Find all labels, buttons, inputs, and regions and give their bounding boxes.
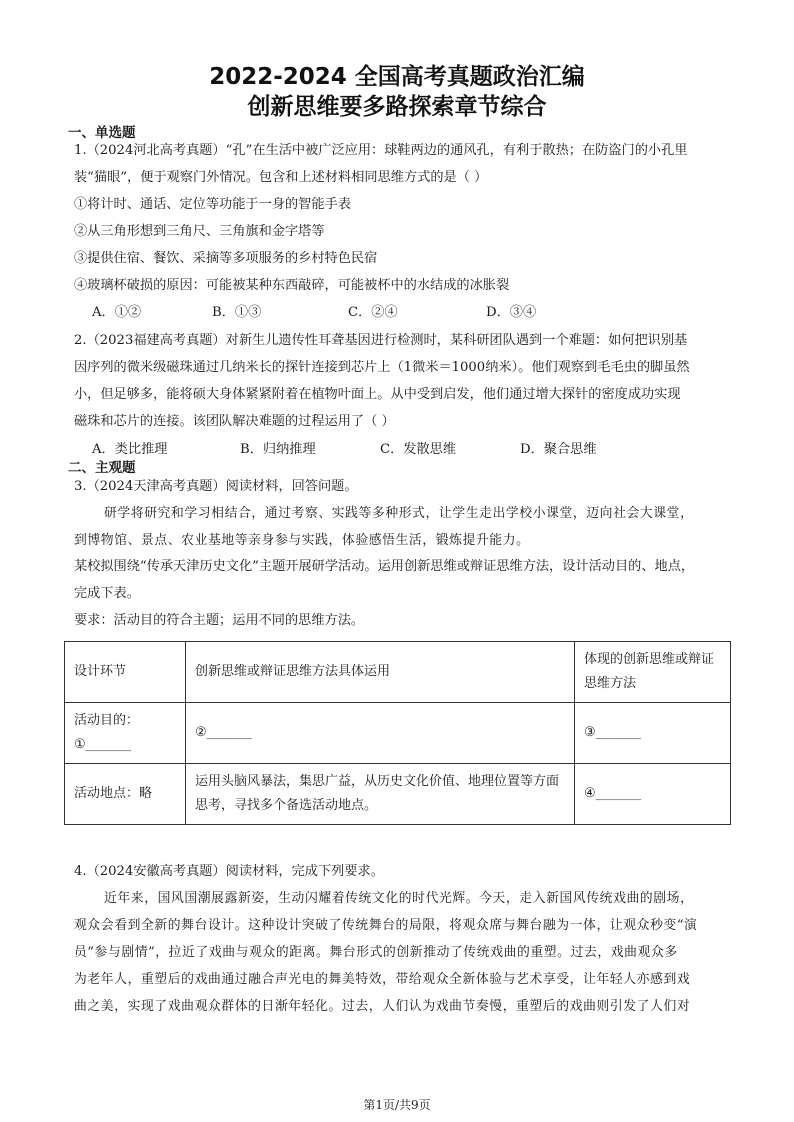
q2-stem-line: 磁珠和芯片的连接。该团队解决难题的过程运用了（ ） — [74, 414, 395, 429]
answer-blank-4[interactable]: ④_______ — [575, 764, 731, 825]
q3-task-line1: 某校拟围绕“传承天津历史文化”主题开展研学活动。运用创新思维或辩证思维方法，设计活动目的、地点， — [74, 559, 695, 574]
doc-title-line2: 创新思维要多路探索章节综合 — [247, 94, 547, 120]
section-heading-subjective: 二、主观题 — [68, 460, 136, 476]
page-number-footer: 第1页/共9页 — [363, 1098, 431, 1112]
answer-blank-2[interactable]: ②_______ — [186, 703, 575, 764]
q1-item: ①将计时、通话、定位等功能于一身的智能手表 — [74, 197, 351, 212]
q1-item: ②从三角形想到三角尺、三角旗和金字塔等 — [74, 224, 325, 239]
q4-material-line: 曲之美，实现了戏曲观众群体的日渐年轻化。过去，人们认为戏曲节奏慢，重塑后的戏曲则引发了人们对 — [74, 999, 691, 1014]
q3-task-line2: 完成下表。 — [74, 586, 140, 601]
q4-stem: 4.（2024安徽高考真题）阅读材料，完成下列要求。 — [74, 864, 384, 879]
table-row — [65, 703, 731, 764]
table-cell-purpose — [65, 703, 186, 764]
table-cell-method: 运用头脑风暴法，集思广益，从历史文化价值、地理位置等方面思考，寻找多个备选活动地点。 — [186, 764, 575, 825]
q2-stem-line: 因序列的微米级磁珠通过几纳米长的探针连接到芯片上（1微米＝1000纳米）。他们观察到毛毛虫的脚虽然 — [74, 360, 690, 375]
q3-design-table — [64, 641, 731, 825]
table-cell-label: 活动目的： — [74, 713, 140, 728]
q1-option-b[interactable]: B．①③ — [212, 305, 262, 320]
q2-option-c[interactable]: C．发散思维 — [380, 442, 457, 457]
q3-material-line2: 到博物馆、景点、农业基地等亲身参与实践，体验感悟生活，锻炼提升能力。 — [74, 533, 530, 548]
table-row — [65, 764, 731, 825]
table-cell-location: 活动地点：略 — [65, 764, 186, 825]
q4-material-line: 为老年人，重塑后的戏曲通过融合声光电的舞美特效，带给观众全新体验与艺术享受，让年轻人亦感到戏 — [74, 972, 691, 987]
table-header-cell: 创新思维或辩证思维方法具体运用 — [186, 642, 575, 703]
answer-blank-1[interactable]: ①_______ — [74, 737, 132, 752]
q2-option-d[interactable]: D．聚合思维 — [520, 442, 597, 457]
q3-material-line1: 研学将研究和学习相结合，通过考察、实践等多种形式，让学生走出学校小课堂，迈向社会大课堂， — [104, 506, 694, 521]
q4-material-line: 员”参与剧情”，拉近了戏曲与观众的距离。舞台形式的创新推动了传统戏曲的重塑。过去，戏曲观众多 — [74, 945, 678, 960]
q1-option-d[interactable]: D．③④ — [486, 305, 537, 320]
q3-requirement: 要求：活动目的符合主题；运用不同的思维方法。 — [74, 613, 365, 628]
q1-stem-line2: 装“猫眼”，便于观察门外情况。包含和上述材料相同思维方式的是（ ） — [74, 170, 488, 185]
q4-material-line: 观众会看到全新的舞台设计。这种设计突破了传统舞台的局限，将观众席与舞台融为一体，让观众秒变“演 — [74, 918, 698, 933]
q1-item: ③提供住宿、餐饮、采摘等多项服务的乡村特色民宿 — [74, 251, 378, 266]
q2-stem-line: 小，但足够多，能将硕大身体紧紧附着在植物叶面上。从中受到启发，他们通过增大探针的密度成功实现 — [74, 387, 681, 402]
table-header-cell: 设计环节 — [65, 642, 186, 703]
q3-stem: 3.（2024天津高考真题）阅读材料，回答问题。 — [74, 479, 358, 494]
section-heading-single-choice: 一、单选题 — [68, 125, 136, 141]
q1-option-c[interactable]: C．②④ — [348, 305, 398, 320]
table-header-row — [65, 642, 731, 703]
q4-material-line: 近年来，国风国潮展露新姿，生动闪耀着传统文化的时代光辉。今天，走入新国风传统戏曲的剧场， — [104, 891, 694, 906]
q2-option-a[interactable]: A．类比推理 — [92, 442, 168, 457]
q1-item: ④玻璃杯破损的原因：可能被某种东西敲碎，可能被杯中的水结成的冰胀裂 — [74, 278, 510, 293]
q2-option-b[interactable]: B．归纳推理 — [240, 442, 316, 457]
q1-option-a[interactable]: A．①② — [92, 305, 142, 320]
doc-title-line1: 2022-2024 全国高考真题政治汇编 — [209, 64, 585, 90]
table-header-cell: 体现的创新思维或辩证思维方法 — [575, 642, 731, 703]
q1-stem-line1: 1.（2024河北高考真题）“孔”在生活中被广泛应用：球鞋两边的通风孔，有利于散热；在防盗门的小孔里 — [74, 143, 688, 158]
q2-stem-line: 2.（2023福建高考真题）对新生儿遗传性耳聋基因进行检测时，某科研团队遇到一个难题：如何把识别基 — [74, 333, 688, 348]
answer-blank-3[interactable]: ③_______ — [575, 703, 731, 764]
